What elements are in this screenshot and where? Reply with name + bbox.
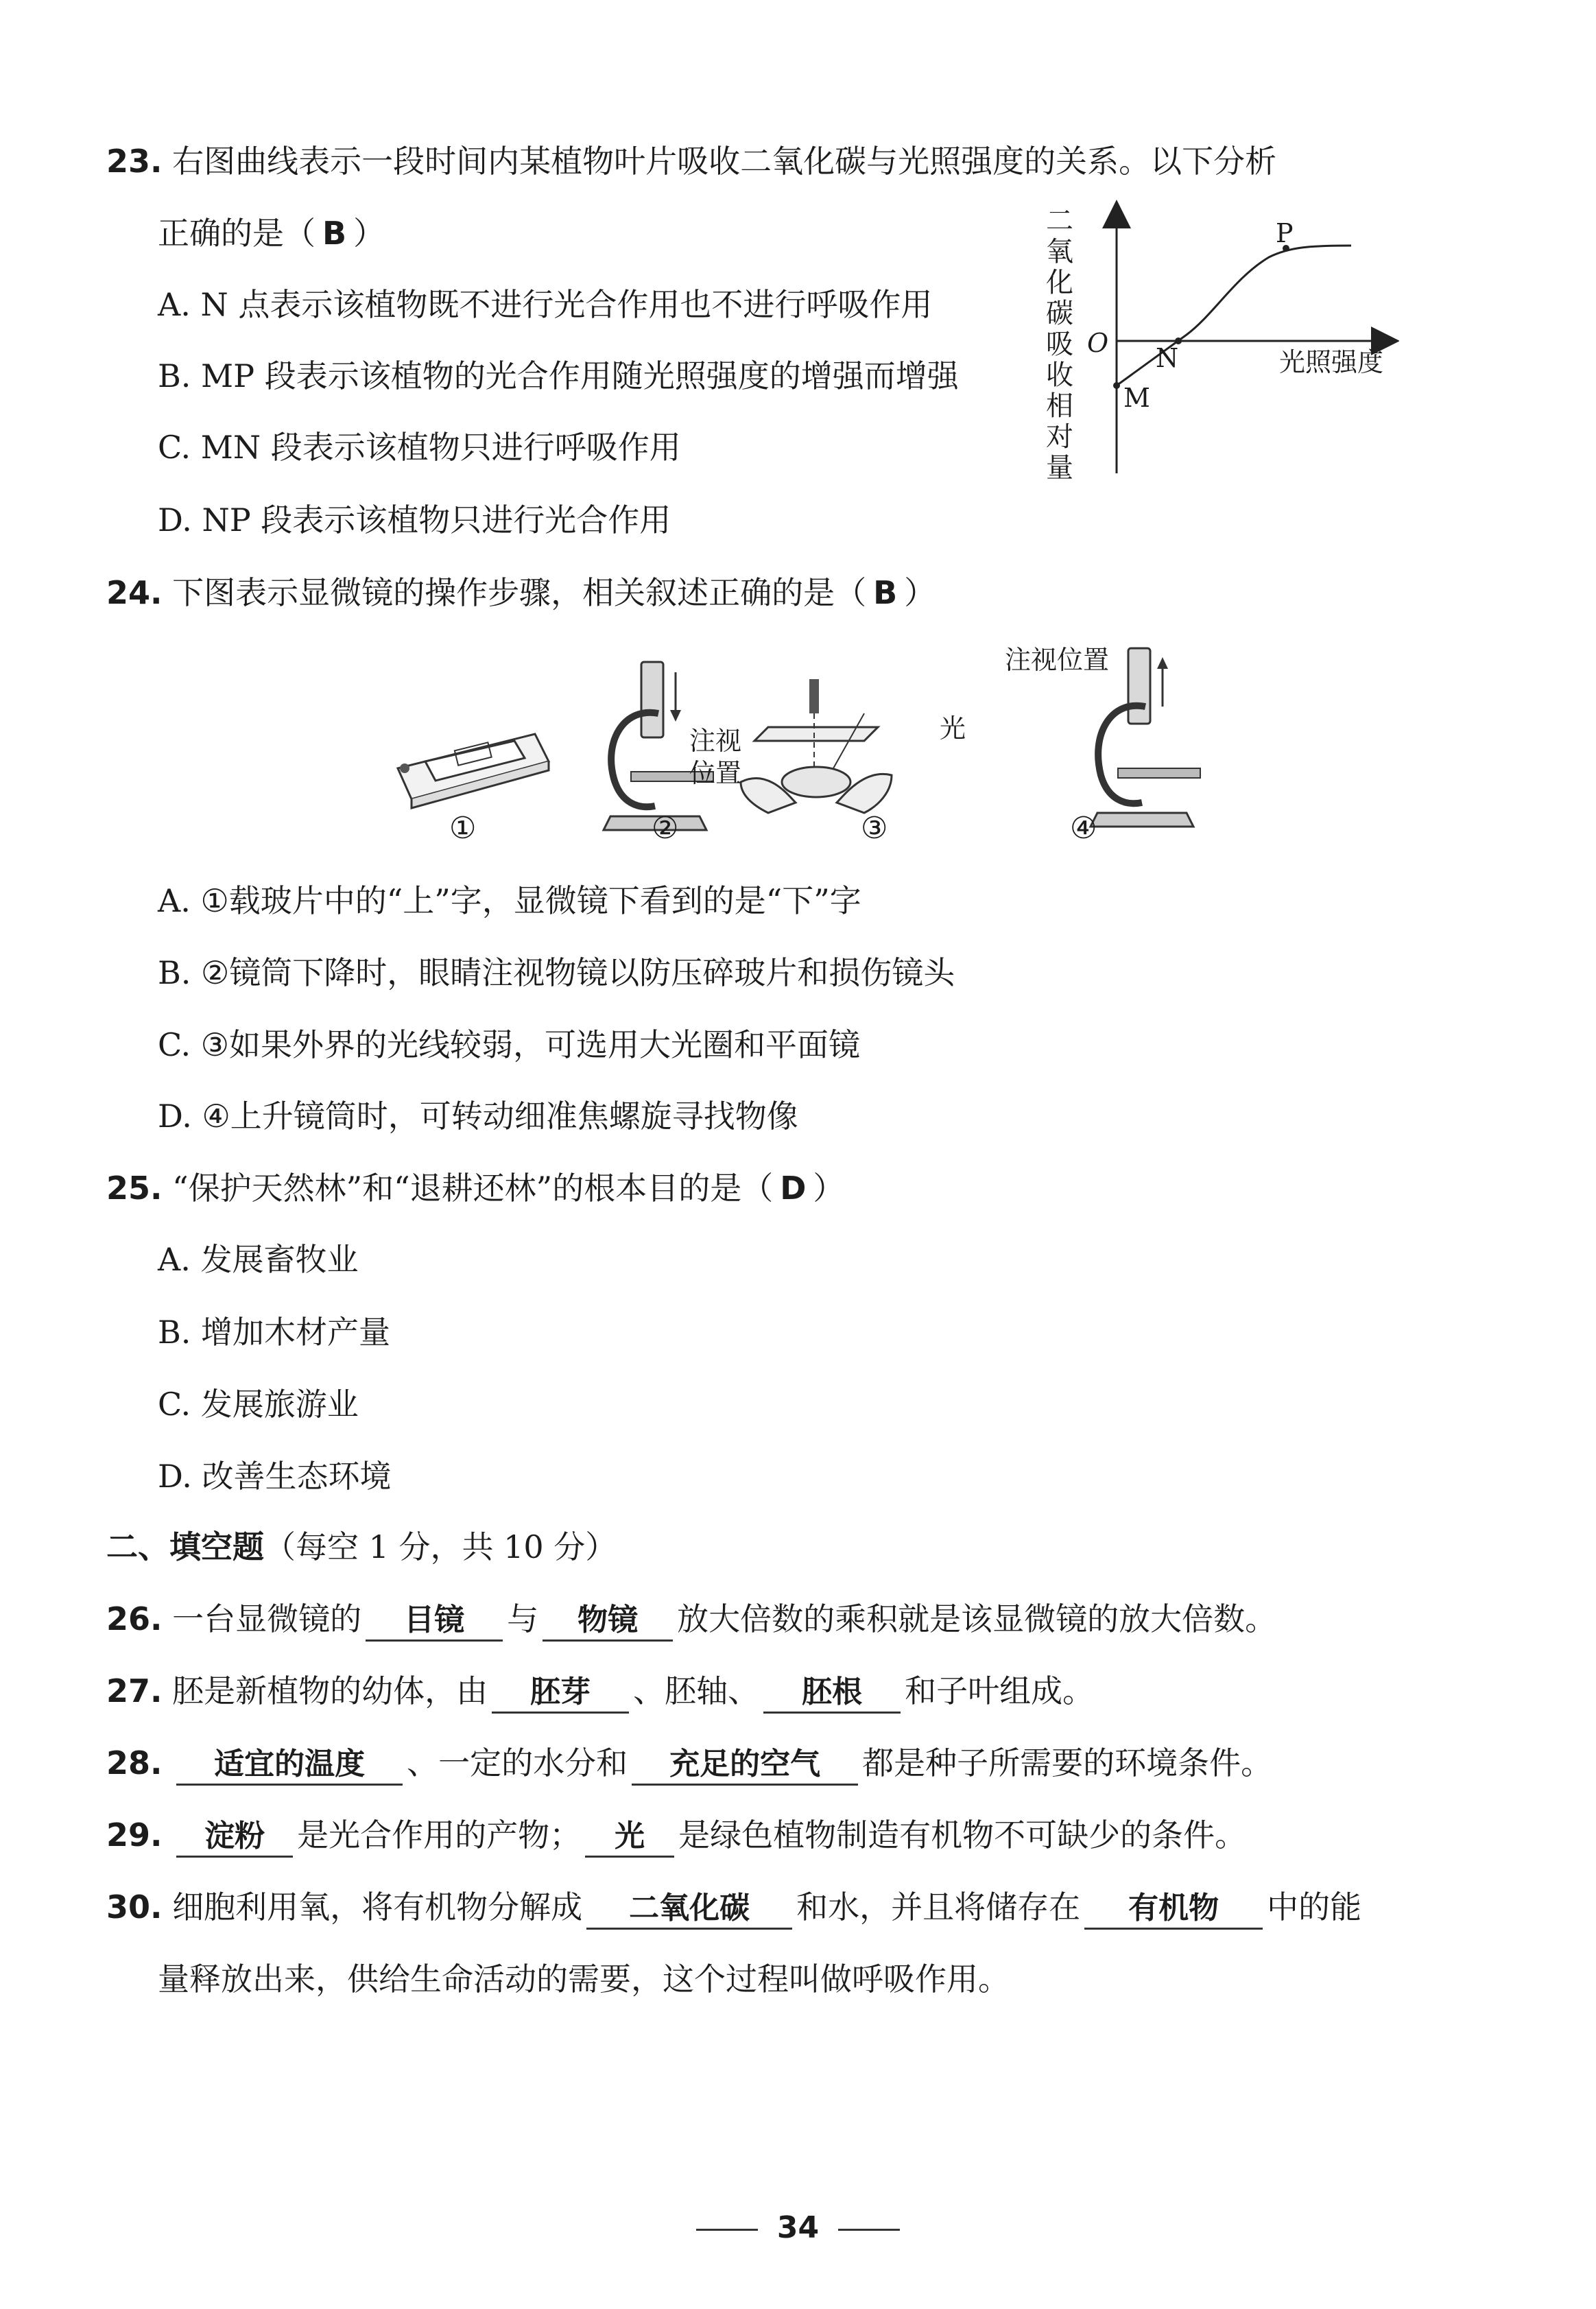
graph-p-label: P (1276, 218, 1294, 248)
q25-option-c: C. 发展旅游业 (158, 1386, 359, 1423)
q23-stem-prefix: 正确的是（ (158, 215, 315, 252)
q25-option-a: A. 发展畜牧业 (158, 1241, 359, 1278)
page-number: 34 (776, 2210, 820, 2245)
q27-text-3: 和子叶组成。 (905, 1672, 1095, 1709)
step4-watch-label: 注视位置 (1005, 645, 1110, 675)
q23-stem-suffix: ） (353, 215, 385, 252)
q29-number: 29. (106, 1816, 163, 1854)
q29-text-1: 是光合作用的产物； (297, 1816, 582, 1854)
q24-answer: B (873, 574, 898, 611)
q26-blank-1: 目镜 (366, 1601, 503, 1642)
q23-stem-line1 (106, 141, 1276, 182)
q24-option-c: C. ③如果外界的光线较弱，可选用大光圈和平面镜 (158, 1026, 861, 1063)
q29-blank-2: 光 (585, 1817, 674, 1858)
q26-number: 26. (106, 1600, 163, 1637)
q30-text-3: 中的能 (1267, 1888, 1362, 1926)
q25-number: 25. (106, 1170, 163, 1207)
q25-option-d: D. 改善生态环境 (158, 1458, 392, 1495)
q28-line (106, 1742, 1272, 1786)
step-label-4: ④ (1070, 811, 1097, 846)
q27-blank-2: 胚根 (763, 1673, 901, 1714)
q26-text-3: 放大倍数的乘积就是该显微镜的放大倍数。 (677, 1600, 1277, 1637)
q30-line2: 量释放出来，供给生命活动的需要，这个过程叫做呼吸作用。 (158, 1961, 1010, 1998)
q29-text-2: 是绿色植物制造有机物不可缺少的条件。 (678, 1816, 1247, 1854)
q27-line (106, 1670, 1094, 1714)
step-label-2: ② (652, 811, 679, 846)
step-label-3: ③ (861, 811, 888, 846)
page-number-footer (0, 2210, 1596, 2245)
q28-text-2: 都是种子所需要的环境条件。 (862, 1744, 1273, 1781)
q27-blank-1: 胚芽 (492, 1673, 629, 1714)
q23-answer: B (322, 215, 347, 252)
q26-line (106, 1598, 1276, 1642)
q26-blank-2: 物镜 (543, 1601, 673, 1642)
q25-stem-suffix: ） (813, 1170, 845, 1207)
q24-option-a: A. ①载玻片中的“上”字，显微镜下看到的是“下”字 (158, 882, 861, 919)
step1-slide-illustration (398, 734, 549, 808)
q23-stem-text: 右图曲线表示一段时间内某植物叶片吸收二氧化碳与光照强度的关系。以下分析 (172, 143, 1277, 180)
q26-text-2: 与 (507, 1600, 539, 1637)
q25-option-b: B. 增加木材产量 (158, 1314, 391, 1351)
q28-number: 28. (106, 1744, 163, 1781)
q30-text-2: 和水，并且将储存在 (796, 1888, 1081, 1926)
section2-title: 二、填空题 (106, 1528, 264, 1565)
q26-text-1: 一台显微镜的 (172, 1600, 362, 1637)
q23-stem-line2 (158, 213, 385, 254)
page-number-dash-right (838, 2229, 900, 2231)
q27-text-1: 胚是新植物的幼体，由 (172, 1672, 488, 1709)
q24-number: 24. (106, 574, 163, 611)
q27-number: 27. (106, 1672, 163, 1709)
q23-option-b: B. MP 段表示该植物的光合作用随光照强度的增强而增强 (158, 357, 959, 394)
q24-stem-suffix: ） (904, 574, 936, 611)
q24-stem-text: 下图表示显微镜的操作步骤，相关叙述正确的是（ (172, 574, 867, 611)
graph-point-m (1113, 382, 1120, 389)
step-label-1: ① (449, 811, 477, 846)
q29-line (106, 1814, 1246, 1858)
q24-option-d: D. ④上升镜筒时，可转动细准焦螺旋寻找物像 (158, 1098, 798, 1135)
q25-stem-text: “保护天然林”和“退耕还林”的根本目的是（ (172, 1170, 774, 1207)
step4-microscope-raising (1091, 648, 1200, 827)
graph-y-label: 二氧化碳吸收相对量 (1046, 205, 1073, 484)
graph-origin-label: O (1087, 328, 1109, 358)
step3-light-label: 光 (940, 713, 966, 744)
q23-option-c: C. MN 段表示该植物只进行呼吸作用 (158, 429, 681, 466)
q25-answer: D (780, 1170, 807, 1207)
q30-blank-2: 有机物 (1084, 1889, 1263, 1930)
q23-option-d: D. NP 段表示该植物只进行光合作用 (158, 501, 671, 538)
q30-text-1: 细胞利用氧，将有机物分解成 (172, 1888, 583, 1926)
section2-note: （每空 1 分，共 10 分） (264, 1528, 617, 1565)
q25-stem (106, 1168, 844, 1209)
q30-blank-1: 二氧化碳 (586, 1889, 792, 1930)
q23-number: 23. (106, 143, 163, 180)
q30-line1 (106, 1886, 1361, 1930)
q27-text-2: 、胚轴、 (633, 1672, 760, 1709)
q28-blank-1: 适宜的温度 (176, 1745, 403, 1786)
q28-blank-2: 充足的空气 (632, 1745, 858, 1786)
q24-stem (106, 572, 936, 613)
section2-heading (106, 1526, 617, 1567)
q30-number: 30. (106, 1888, 163, 1926)
graph-m-label: M (1123, 383, 1150, 413)
step2-watch-label-1: 注视 (689, 726, 742, 756)
step3-light-adjust (741, 679, 892, 813)
step2-watch-label-2: 位置 (689, 758, 742, 788)
page-number-dash-left (696, 2229, 758, 2231)
q24-option-b: B. ②镜筒下降时，眼睛注视物镜以防压碎玻片和损伤镜头 (158, 954, 955, 991)
q23-option-a: A. N 点表示该植物既不进行光合作用也不进行呼吸作用 (158, 286, 933, 323)
graph-x-label: 光照强度 (1279, 347, 1384, 377)
graph-n-label: N (1156, 343, 1179, 373)
q28-text-1: 、一定的水分和 (407, 1744, 628, 1781)
q29-blank-1: 淀粉 (176, 1817, 293, 1858)
